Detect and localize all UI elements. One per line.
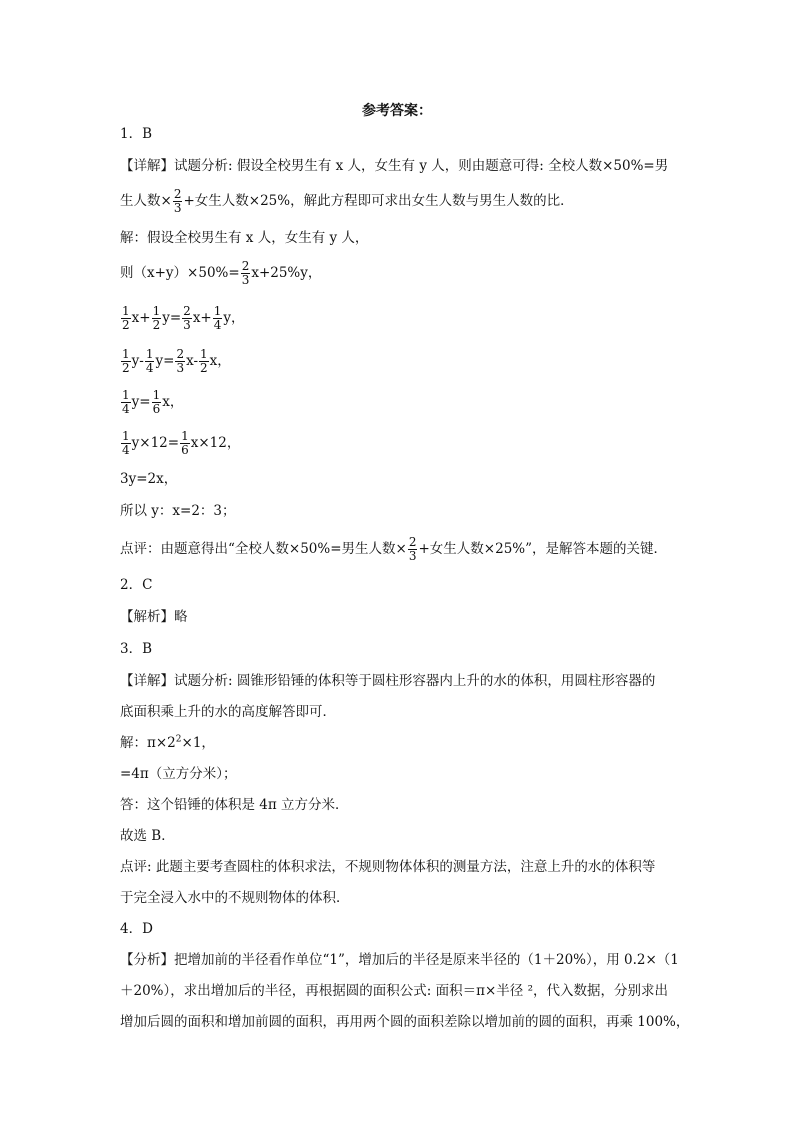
- numerator: 1: [122, 388, 130, 402]
- page-title: 参考答案：: [362, 103, 432, 119]
- q1-equation-5: [120, 430, 240, 457]
- numerator: 1: [122, 304, 130, 318]
- numerator: 2: [241, 259, 250, 273]
- q1-equation-4: [120, 389, 183, 416]
- eq-text: x-: [186, 353, 199, 369]
- fraction: [152, 389, 162, 416]
- q1-detail-text-a: 生人数×: [120, 193, 172, 209]
- exponent: 2: [175, 734, 182, 745]
- numerator: 1: [152, 304, 161, 318]
- numerator: 1: [213, 304, 222, 318]
- q4-analysis-line-3: 增加后圆的面积和增加前圆的面积，再用两个圆的面积差除以增加前的圆的面积，再乘 100%，: [120, 1014, 690, 1030]
- numerator: 2: [183, 304, 191, 318]
- sol-text: ×1，: [181, 735, 215, 751]
- q3-detail-line-1: 【详解】试题分析: 圆锥形铅锤的体积等于圆柱形容器内上升的水的体积，用圆柱形容器的: [120, 673, 656, 689]
- q1-equation-2: [120, 305, 245, 332]
- eq-text: y×12=: [131, 435, 180, 451]
- numerator: 1: [181, 429, 189, 443]
- fraction: [199, 348, 209, 375]
- q3-comment-line-2: 于完全浸入水中的不规则物体的体积．: [120, 890, 350, 906]
- denominator: 2: [152, 318, 161, 332]
- denominator: 3: [176, 361, 185, 375]
- numerator: 1: [122, 429, 130, 443]
- q1-solution-line: 解：假设全校男生有 x 人，女生有 y 人，: [120, 230, 369, 246]
- fraction: [121, 348, 131, 375]
- eq-text: y-: [131, 353, 144, 369]
- eq-text: x+25%y，: [251, 265, 322, 281]
- numerator: 1: [200, 347, 208, 361]
- denominator: 3: [408, 549, 417, 563]
- sol-text: 解：π×2: [120, 735, 176, 751]
- fraction: [408, 536, 418, 563]
- denominator: 3: [173, 201, 182, 215]
- q1-equation-1: [120, 260, 321, 287]
- q3-solution-3: 答：这个铅锤的体积是 4π 立方分米．: [120, 797, 349, 813]
- numerator: 2: [176, 347, 185, 361]
- fraction: [145, 348, 155, 375]
- comment-text-b: +女生人数×25%”，是解答本题的关键．: [418, 541, 668, 557]
- q1-detail-text-b: +女生人数×25%，解此方程即可求出女生人数与男生人数的比．: [183, 193, 574, 209]
- eq-text: x+: [192, 310, 212, 326]
- q3-solution-4: 故选 B．: [120, 828, 175, 844]
- denominator: 4: [122, 443, 130, 457]
- eq-text: x，: [162, 394, 184, 410]
- comment-text-a: 点评：由题意得出“全校人数×50%=男生人数×: [120, 541, 407, 557]
- numerator: 2: [408, 535, 417, 549]
- q1-equation-3: [120, 348, 231, 375]
- q1-comment: [120, 536, 667, 563]
- q3-solution-2: =4π（立方分米）；: [120, 766, 237, 782]
- denominator: 2: [122, 361, 130, 375]
- fraction: [180, 430, 190, 457]
- denominator: 3: [241, 273, 250, 287]
- q1-detail-line-1: 【详解】试题分析: 假设全校男生有 x 人，女生有 y 人，则由题意可得: 全校人数×50%=男: [120, 158, 669, 174]
- denominator: 4: [122, 402, 130, 416]
- fraction: [173, 188, 183, 215]
- eq-text: x，: [209, 353, 231, 369]
- q3-comment-line-1: 点评: 此题主要考查圆柱的体积求法，不规则物体体积的测量方法，注意上升的水的体积等: [120, 859, 656, 875]
- denominator: 6: [152, 402, 161, 416]
- q2-analysis: 【解析】略: [120, 609, 188, 625]
- fraction: [213, 305, 223, 332]
- q3-answer: 3．B: [120, 641, 153, 657]
- q4-analysis-line-1: 【分析】把增加前的半径看作单位“1”，增加后的半径是原来半径的（1＋20%），用 0.2×（1: [120, 952, 679, 968]
- denominator: 2: [122, 318, 130, 332]
- numerator: 1: [122, 347, 130, 361]
- numerator: 2: [173, 187, 182, 201]
- denominator: 6: [181, 443, 189, 457]
- q1-equation-6: 3y=2x，: [120, 471, 178, 487]
- q1-answer: 1．B: [120, 126, 153, 142]
- fraction: [182, 305, 192, 332]
- q1-detail-line-2: [120, 188, 574, 215]
- q3-solution-1: [120, 734, 215, 752]
- q4-analysis-line-2: ＋20%），求出增加后的半径，再根据圆的面积公式: 面积＝π×半径 ²，代入数据，分别求出: [120, 983, 668, 999]
- eq-text: x×12，: [190, 435, 241, 451]
- fraction: [152, 305, 162, 332]
- eq-text: y=: [155, 353, 175, 369]
- fraction: [241, 260, 251, 287]
- eq-text: y=: [131, 394, 151, 410]
- eq-text: 则（x+y）×50%=: [120, 265, 240, 281]
- eq-text: x+: [131, 310, 151, 326]
- q2-answer: 2．C: [120, 577, 153, 593]
- q4-answer: 4．D: [120, 921, 153, 937]
- fraction: [175, 348, 185, 375]
- denominator: 3: [183, 318, 191, 332]
- eq-text: y，: [223, 310, 245, 326]
- fraction: [121, 305, 131, 332]
- q3-detail-line-2: 底面积乘上升的水的高度解答即可．: [120, 704, 336, 720]
- fraction: [121, 389, 131, 416]
- denominator: 4: [213, 318, 222, 332]
- q1-equation-7: 所以 y：x=2：3；: [120, 503, 236, 519]
- numerator: 1: [152, 388, 161, 402]
- denominator: 2: [200, 361, 208, 375]
- eq-text: y=: [162, 310, 182, 326]
- fraction: [121, 430, 131, 457]
- denominator: 4: [145, 361, 154, 375]
- numerator: 1: [145, 347, 154, 361]
